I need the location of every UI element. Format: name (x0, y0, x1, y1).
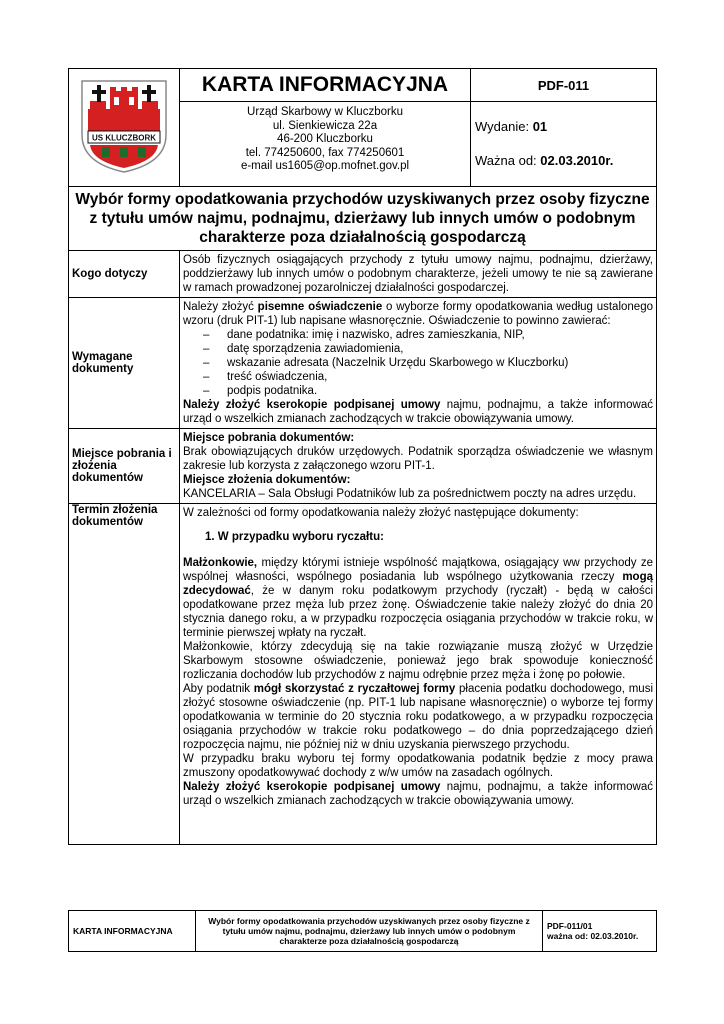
footer-left: KARTA INFORMACYJNA (69, 911, 196, 952)
row-text: Miejsce pobrania dokumentów: Brak obowiązujących druków urzędowych. Podatnik sporządza oświadczenie we własnym zakresie lub korzysta z załączonego wzoru PIT-1. Miejsce złożenia dokumentów: KANCELARIA – Sala Obsługi Podatników lub za pośrednictwem poczty na adres urzędu. (180, 429, 657, 504)
document-code: PDF-011 (471, 69, 657, 102)
header-table (68, 68, 657, 251)
page-footer (68, 910, 657, 952)
list-item: – wskazanie adresata (Naczelnik Urzędu Skarbowego w Kluczborku) (203, 356, 653, 370)
information-card (68, 68, 657, 845)
row-label: Wymagane dokumenty (69, 298, 180, 429)
list-item: – podpis podatnika. (203, 384, 653, 398)
valid-line: Ważna od: 02.03.2010r. (475, 153, 614, 168)
office-city: 46-200 Kluczborku (277, 133, 373, 145)
row-text: W zależności od formy opodatkowania należy złożyć następujące dokumenty: 1. W przypadku wyboru ryczałtu: Małżonkowie, między którymi istnieje wspólność majątkowa, osiągający ww przychody ze wspólnej własności, wspólnego posiadania lub wspólnego użytkowania rzeczy mogą zdecydować, że w danym roku podatkowym przychody (ryczałt) - będą w całości opodatkowane przez męża lub przez żonę. Oświadczenie takie należy złożyć do dnia 20 stycznia danego roku, a w przypadku rozpoczęcia osiągania przychodów w trakcie roku, w terminie pierwszej wpłaty na ryczałt. Małżonkowie, którzy zdecydują się na takie rozwiązanie muszą złożyć w Urzędzie Skarbowym stosowne oświadczenie, ponieważ jego brak spowoduje konieczność rozliczania dochodów lub przychodów z najmu odrębnie przez męża i żonę po połowie. Aby podatnik mógł skorzystać z ryczałtowej formy płacenia podatku dochodowego, musi złożyć stosowne oświadczenie (np. PIT-1 lub napisane własnoręcznie) o wyborze tej formy opodatkowania w terminie do 20 stycznia roku podatkowego, a w przypadku rozpoczęcia osiągania przychodów w trakcie roku podatkowego – do dnia poprzedzającego dzień rozpoczęcia najmu, nie później niż w dniu uzyskania pierwszego przychodu. W przypadku braku wyboru tej formy opodatkowania podatnik będzie z mocy prawa zmuszony opodatkowywać dochody z w/w umów na zasadach ogólnych. Należy złożyć kserokopie podpisanej umowy najmu, podnajmu, a także informować urząd o wszelkich zmianach zachodzących w trakcie obowiązywania umowy. (180, 504, 657, 845)
list-item: – datę sporządzenia zawiadomienia, (203, 342, 653, 356)
office-address (180, 102, 471, 187)
row-label: Kogo dotyczy (69, 251, 180, 298)
valid-value: 02.03.2010r. (540, 153, 614, 168)
coat-of-arms-logo (76, 75, 172, 175)
required-items-list (183, 328, 653, 398)
office-email: e-mail us1605@op.mofnet.gov.pl (240, 160, 410, 172)
office-phone: tel. 774250600, fax 774250601 (245, 146, 405, 159)
edition-value: 01 (532, 119, 548, 134)
list-item: – dane podatnika: imię i nazwisko, adres zamieszkania, NIP, (203, 328, 653, 342)
row-label: Miejsce pobrania i złożenia dokumentów (69, 429, 180, 504)
page-title: KARTA INFORMACYJNA (180, 69, 471, 102)
logo-cell (69, 69, 180, 187)
document-title: Wybór formy opodatkowania przychodów uzyskiwanych przez osoby fizyczne z tytułu umów najmu, podnajmu, dzierżawy lub innych umów o podobnym charakterze poza działalnością gospodarczą (69, 187, 657, 251)
edition-line: Wydanie: 01 (475, 119, 548, 134)
row-label: Termin złożenia dokumentów (69, 504, 180, 845)
edition-info (471, 102, 657, 187)
row-wymagane-dokumenty (69, 298, 657, 429)
row-kogo-dotyczy (69, 251, 657, 298)
footer-title: Wybór formy opodatkowania przychodów uzyskiwanych przez osoby fizyczne z tytułu umów najmu, podnajmu, dzierżawy lub innych umów o podobnym charakterze poza działalnością gospodarczą (196, 911, 543, 952)
row-text: Należy złożyć pisemne oświadczenie o wyborze formy opodatkowania według ustalonego wzoru (druk PIT-1) lub napisane własnoręcznie. Oświadczenie to powinno zawierać: – dane podatnika: imię i nazwisko, adres zamieszkania, NIP, – datę sporządzenia zawiadomienia, – wskazanie adresata (Naczelnik Urzędu Skarbowego w Kluczborku) – treść oświadczenia, – podpis podatnika. Należy złożyć kserokopie podpisanej umowy najmu, podnajmu, a także informować urząd o wszelkich zmianach zachodzących w trakcie obowiązywania umowy. (180, 298, 657, 429)
footer-code: PDF-011/01 ważna od: 02.03.2010r. (543, 911, 657, 952)
footer-table (68, 910, 657, 952)
list-item: – treść oświadczenia, (203, 370, 653, 384)
row-termin (69, 504, 657, 845)
row-text: Osób fizycznych osiągających przychody z tytułu umowy najmu, podnajmu, dzierżawy, poddzierżawy lub innych umów o podobnym charakterze, jeżeli umowy te nie są zawierane w ramach prowadzonej pozarolniczej działalności gospodarczej. (180, 251, 657, 298)
logo-text: US KLUCZBORK (92, 133, 156, 143)
office-street: ul. Sienkiewicza 22a (272, 119, 378, 132)
content-table (68, 250, 657, 845)
office-name: Urząd Skarbowy w Kluczborku (247, 106, 403, 118)
row-miejsce (69, 429, 657, 504)
